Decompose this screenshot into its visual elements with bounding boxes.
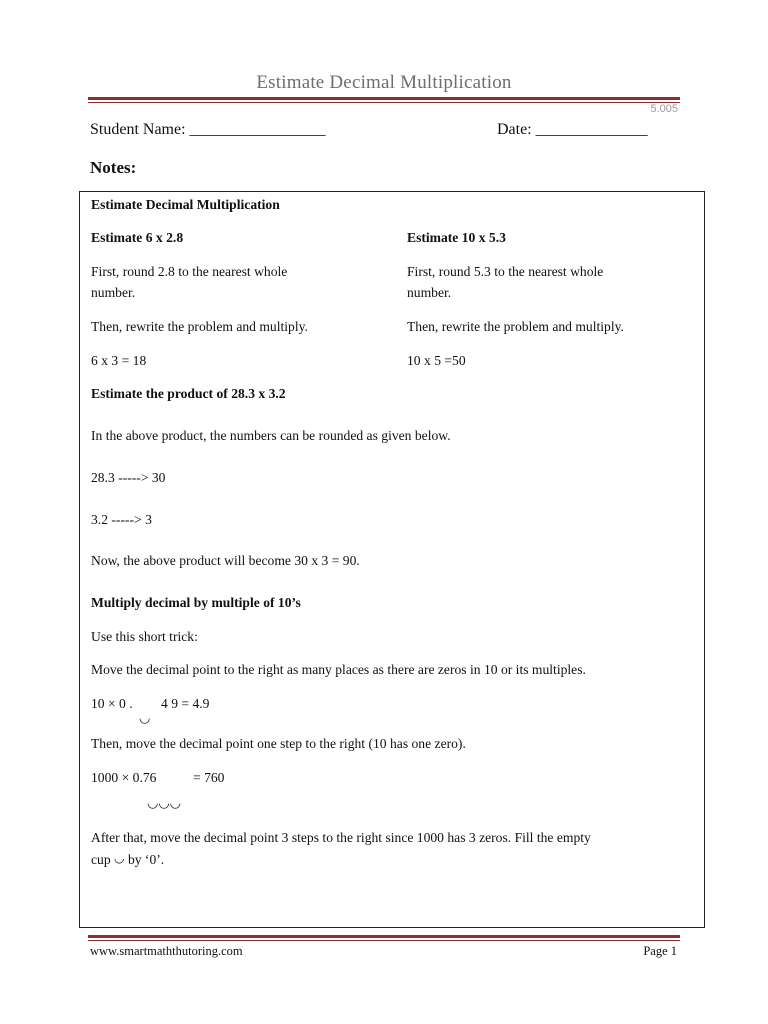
cup-icon: ◡ <box>114 851 125 865</box>
example1-right: 4 9 = 4.9 <box>161 696 210 711</box>
col1-line3: Then, rewrite the problem and multiply. <box>91 319 308 334</box>
footer-rule-thick <box>88 935 680 938</box>
multiply-title: Multiply decimal by multiple of 10’s <box>91 595 301 610</box>
footer-page-number: Page 1 <box>643 944 677 958</box>
trick-intro: Use this short trick: <box>91 629 198 644</box>
col2-title: Estimate 10 x 5.3 <box>407 230 506 245</box>
final-line-2-end: by ‘0’. <box>127 852 165 867</box>
col2-line4: 10 x 5 =50 <box>407 353 466 368</box>
col2-line3: Then, rewrite the problem and multiply. <box>407 319 624 334</box>
final-line-1: After that, move the decimal point 3 steps to the right since 1000 has 3 zeros. Fill the empty <box>91 830 591 845</box>
col1-line2: number. <box>91 285 136 300</box>
cup-icon: ◡ <box>139 711 151 726</box>
example1-note: Then, move the decimal point one step to the right (10 has one zero). <box>91 736 466 751</box>
col1-title: Estimate 6 x 2.8 <box>91 230 184 245</box>
col2-line1: First, round 5.3 to the nearest whole <box>407 264 604 279</box>
round-line-2: 3.2 -----> 3 <box>91 512 152 527</box>
page-title: Estimate Decimal Multiplication <box>256 72 512 93</box>
cup-icon: ◡◡◡ <box>147 796 182 811</box>
footer-website: www.smartmaththutoring.com <box>90 944 243 958</box>
worksheet-code: 5.005 <box>650 103 678 115</box>
final-line-2-start: cup <box>91 852 111 867</box>
example2-left: 1000 × 0.76 <box>91 770 157 785</box>
col1-line4: 6 x 3 = 18 <box>91 353 147 368</box>
final-line-2 <box>91 849 164 871</box>
header-rule-thin <box>88 102 680 103</box>
example2-right: = 760 <box>193 770 225 785</box>
trick-rule: Move the decimal point to the right as many places as there are zeros in 10 or its multiples. <box>91 662 586 677</box>
notes-label: Notes: <box>90 158 137 177</box>
section-heading: Estimate Decimal Multiplication <box>91 197 280 212</box>
product-result: Now, the above product will become 30 x 3 = 90. <box>91 553 360 568</box>
col1-line1: First, round 2.8 to the nearest whole <box>91 264 288 279</box>
round-line-1: 28.3 -----> 30 <box>91 470 166 485</box>
date-field: Date: ______________ <box>497 121 648 138</box>
product-title: Estimate the product of 28.3 x 3.2 <box>91 386 286 401</box>
footer-rule-thin <box>88 940 680 941</box>
student-name-field: Student Name: _________________ <box>90 121 326 138</box>
col2-line2: number. <box>407 285 452 300</box>
example1-left: 10 × 0 . <box>91 696 133 711</box>
header-rule-thick <box>88 97 680 100</box>
rounding-intro: In the above product, the numbers can be rounded as given below. <box>91 428 451 443</box>
